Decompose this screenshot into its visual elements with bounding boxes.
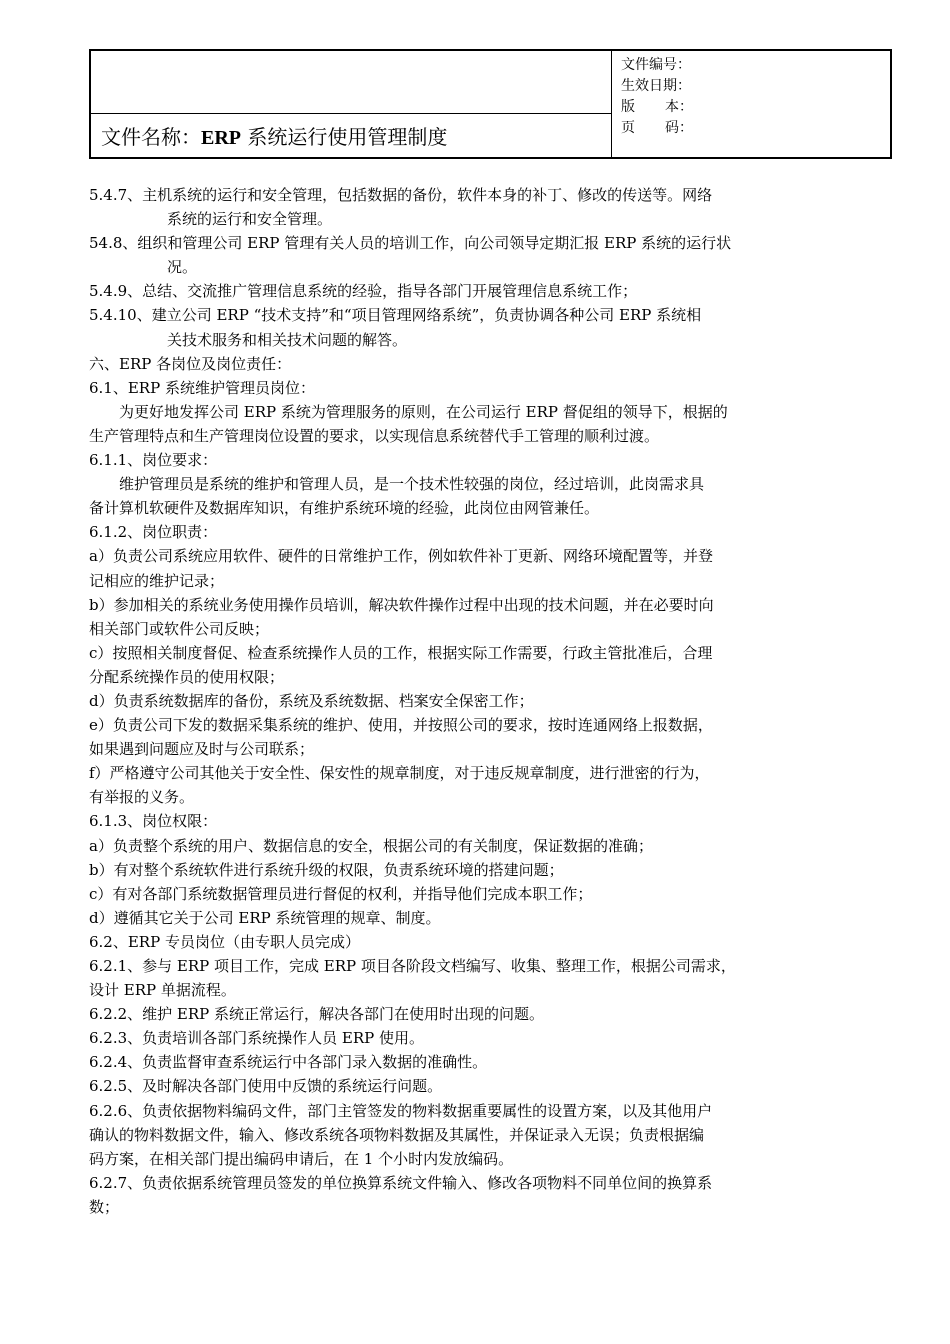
file-name-erp: ERP	[201, 127, 241, 149]
text-line: d）负责系统数据库的备份，系统及系统数据、档案安全保密工作；	[89, 691, 534, 710]
text-line: 6.2.4、负责监督审查系统运行中各部门录入数据的准确性。	[89, 1053, 488, 1072]
text-line: 6.2.1、参与 ERP 项目工作，完成 ERP 项目各阶段文档编写、收集、整理工作，根据公司需求，	[89, 957, 736, 975]
text-line: d）遵循其它关于公司 ERP 系统管理的规章、制度。	[89, 908, 441, 927]
meta-doc-number	[621, 55, 693, 76]
text-line: 分配系统操作员的使用权限；	[89, 667, 285, 686]
text-line: 相关部门或软件公司反映；	[89, 619, 270, 638]
text-line: 6.2.7、负责依据系统管理员签发的单位换算系统文件输入、修改各项物料不同单位间的换算系	[89, 1173, 713, 1192]
document-body	[89, 183, 889, 1219]
text-line: c）有对各部门系统数据管理员进行督促的权利，并指导他们完成本职工作；	[89, 884, 593, 903]
header-divider	[91, 113, 611, 114]
text-line: 系统的运行和安全管理。	[167, 210, 333, 229]
text-line: 5.4.9、总结、交流推广管理信息系统的经验，指导各部门开展管理信息系统工作；	[89, 282, 638, 301]
subsection-heading: 6.2、ERP 专员岗位（由专职人员完成）	[89, 932, 360, 951]
subsection-heading: 6.1.1、岗位要求：	[89, 451, 218, 470]
file-name-label: 文件名称：	[101, 125, 201, 149]
text-line: 6.2.2、维护 ERP 系统正常运行，解决各部门在使用时出现的问题。	[89, 1005, 545, 1024]
text-line: 生产管理特点和生产管理岗位设置的要求，以实现信息系统替代手工管理的顺利过渡。	[89, 426, 660, 445]
text-line: 维护管理员是系统的维护和管理人员，是一个技术性较强的岗位，经过培训，此岗需求具	[119, 475, 705, 494]
text-line: b）有对整个系统软件进行系统升级的权限，负责系统环境的搭建问题；	[89, 860, 564, 879]
meta-version	[621, 97, 693, 118]
text-line: 6.2.5、及时解决各部门使用中反馈的系统运行问题。	[89, 1077, 443, 1096]
text-line: 备计算机软硬件及数据库知识，有维护系统环境的经验，此岗位由网管兼任。	[89, 499, 600, 518]
text-line: e）负责公司下发的数据采集系统的维护、使用，并按照公司的要求，按时连通网络上报数据，	[89, 716, 713, 735]
subsection-heading: 6.1.2、岗位职责：	[89, 523, 218, 542]
text-line: 确认的物料数据文件，输入、修改系统各项物料数据及其属性，并保证录入无误；负责根据编	[89, 1125, 705, 1144]
meta-page-label: 页	[621, 120, 635, 136]
subsection-heading: 6.1.3、岗位权限：	[89, 812, 218, 831]
text-line: 码方案，在相关部门提出编码申请后，在 1 个小时内发放编码。	[89, 1149, 514, 1168]
text-line: 5.4.7、主机系统的运行和安全管理，包括数据的备份，软件本身的补丁、修改的传送等。网络	[89, 186, 713, 204]
header-meta	[621, 55, 693, 139]
text-line: 如果遇到问题应及时与公司联系；	[89, 740, 315, 759]
meta-doc-number-label: 文件编号：	[621, 57, 691, 73]
text-line: 况。	[167, 258, 198, 277]
text-line: 5.4.10、建立公司 ERP “技术支持”和“项目管理网络系统”，负责协调各种公司 ERP 系统相	[89, 306, 702, 325]
file-name-text: 系统运行使用管理制度	[241, 125, 448, 149]
meta-page-colon: 码：	[665, 120, 693, 136]
text-line: 6.2.3、负责培训各部门系统操作人员 ERP 使用。	[89, 1029, 425, 1048]
text-line: c）按照相关制度督促、检查系统操作人员的工作，根据实际工作需要，行政主管批准后，合理	[89, 643, 713, 662]
meta-effective-date-label: 生效日期：	[621, 78, 691, 94]
text-line: 为更好地发挥公司 ERP 系统为管理服务的原则，在公司运行 ERP 督促组的领导下，根据的	[119, 402, 728, 421]
section-heading: 六、ERP 各岗位及岗位责任：	[89, 354, 292, 373]
text-line: 记相应的维护记录；	[89, 571, 225, 590]
text-line: 6.2.6、负责依据物料编码文件，部门主管签发的物料数据重要属性的设置方案，以及其他用户	[89, 1101, 713, 1120]
text-line: f）严格遵守公司其他关于安全性、保安性的规章制度，对于违反规章制度，进行泄密的行为，	[89, 764, 710, 783]
document-header-box	[89, 49, 892, 159]
subsection-heading: 6.1、ERP 系统维护管理员岗位：	[89, 378, 315, 397]
header-left-cell	[91, 51, 612, 157]
meta-version-colon: 本：	[665, 99, 693, 115]
text-line: 设计 ERP 单据流程。	[89, 981, 236, 1000]
text-line: 54.8、组织和管理公司 ERP 管理有关人员的培训工作，向公司领导定期汇报 ERP 系统的运行状	[89, 234, 732, 253]
text-line: a）负责整个系统的用户、数据信息的安全，根据公司的有关制度，保证数据的准确；	[89, 836, 653, 855]
text-line: a）负责公司系统应用软件、硬件的日常维护工作，例如软件补丁更新、网络环境配置等，并登	[89, 547, 713, 566]
text-line: 数；	[89, 1197, 120, 1216]
text-line: 有举报的义务。	[89, 788, 195, 807]
meta-effective-date	[621, 76, 693, 97]
meta-page	[621, 118, 693, 139]
meta-version-label: 版	[621, 99, 635, 115]
text-line: 关技术服务和相关技术问题的解答。	[167, 330, 408, 349]
text-line: b）参加相关的系统业务使用操作员培训，解决软件操作过程中出现的技术问题，并在必要时向	[89, 595, 714, 614]
document-title	[101, 121, 447, 150]
